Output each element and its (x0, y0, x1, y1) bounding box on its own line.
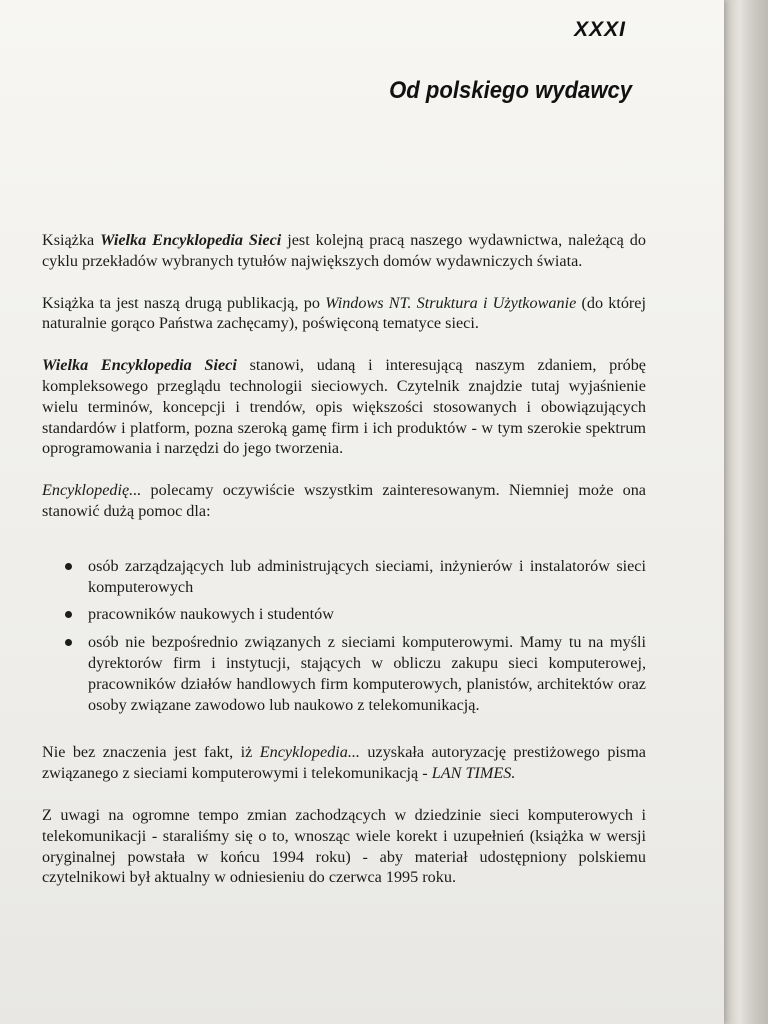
paragraph-description (42, 355, 646, 459)
lan-times-title: LAN TIMES. (431, 764, 516, 783)
page-number: XXXI (574, 18, 626, 41)
paragraph-second-publication (42, 293, 646, 335)
page-stack-edge (724, 0, 768, 1024)
encyclopedia-short-title: Encyklopedię... (42, 481, 142, 500)
list-item: osób nie bezpośrednio związanych z sieciami komputerowymi. Mamy tu na myśli dyrektorów firm i instytucji, stających w obliczu zakupu sieci komputerowej, pracowników działów handlowych firm komputerowych, planistów, architektów oraz osoby związane zawodowo lub naukowo z telekomunikacją. (42, 632, 646, 715)
paragraph-authorization (42, 742, 646, 784)
paragraph-second-text-c: (do której naturalnie gorąco Państwa zachęcamy), poświęconą tematyce sieci. (42, 293, 646, 333)
paragraph-updates: Z uwagi na ogromne tempo zmian zachodzących w dziedzinie sieci komputerowych i telekomunikacji - staraliśmy się o to, wnosząc wiele korekt i uzupełnień (książka w wersji oryginalnej powstała w końcu 1994 roku) - aby materiał udostępniony polskiemu czytelnikowi był aktualny w odniesieniu do czerwca 1995 roku. (42, 805, 646, 887)
paragraph-audience (42, 480, 646, 522)
book-title-emphasis: Wielka Encyklopedia Sieci (42, 356, 237, 375)
paragraph-audience-text: polecamy oczywiście wszystkim zainteresowanym. Niemniej może ona stanowić dużą pomoc dla: (42, 481, 646, 520)
encyclopedia-short-title: Encyklopedia... (259, 743, 360, 762)
page-title: Od polskiego wydawcy (389, 77, 632, 104)
previous-book-title: Windows NT. Struktura i Użytkowanie (325, 293, 577, 312)
page-body (42, 230, 646, 909)
paragraph-second-text-a: Książka ta jest naszą drugą publikacją, po (42, 293, 326, 312)
list-item: osób zarządzających lub administrujących sieciami, inżynierów i instalatorów sieci komputerowych (42, 556, 646, 598)
book-title-emphasis: Wielka Encyklopedia Sieci (100, 231, 282, 249)
paragraph-description-text: stanowi, udaną i interesującą naszym zdaniem, próbę kompleksowego przeglądu technologii sieciowych. Czytelnik znajdzie tutaj wyjaśnienie wielu terminów, koncepcji i trendów, opis większości stosowanych i obowiązujących standardów i platform, pozna szeroką gamę firm i ich produktów - w tym szerokie spektrum oprogramowania i narzędzi do jego tworzenia. (42, 356, 646, 458)
list-item: pracowników naukowych i studentów (42, 604, 646, 625)
audience-list (42, 556, 646, 716)
paragraph-intro-text-a: Książka (42, 231, 101, 249)
paragraph-authorization-text-a: Nie bez znaczenia jest fakt, iż (42, 743, 260, 762)
paragraph-intro (42, 230, 646, 272)
paragraph-intro-text-c: jest kolejną pracą naszego wydawnictwa, należącą do cyklu przekładów wybranych tytułów największych domów wydawniczych świata. (42, 231, 646, 270)
paragraph-authorization-text-c: uzyskała autoryzację prestiżowego pisma związanego z sieciami komputerowymi i telekomunikacją - (42, 743, 646, 783)
